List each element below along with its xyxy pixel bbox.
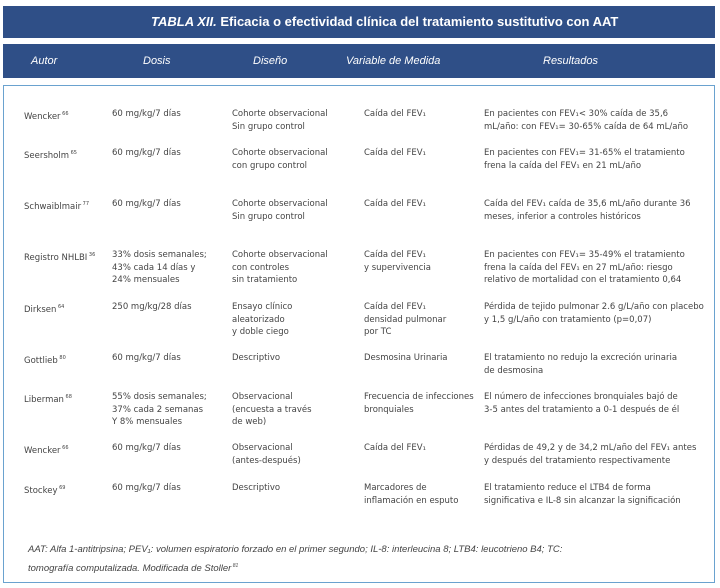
cell-variable-line: por TC	[364, 327, 392, 338]
cell-dosis-line: Y 8% mensuales	[112, 417, 183, 428]
cell-resultados-line: de desmosina	[484, 365, 544, 376]
cell-resultados	[484, 147, 685, 172]
cell-autor	[24, 482, 65, 497]
author-name: Registro NHLBI	[24, 252, 88, 263]
cell-diseno-line: (antes-después)	[232, 455, 301, 466]
cell-diseno-line: Cohorte observacional	[232, 250, 328, 260]
cell-dosis-line: 60 mg/kg/7 días	[112, 199, 181, 209]
cell-diseno	[232, 198, 328, 223]
cell-variable	[364, 442, 426, 455]
author-name: Dirksen	[24, 304, 57, 315]
cell-dosis-line: 60 mg/kg/7 días	[112, 353, 181, 363]
cell-diseno-line: Cohorte observacional	[232, 148, 328, 158]
cell-variable	[364, 391, 474, 416]
cell-dosis-line: 60 mg/kg/7 días	[112, 483, 181, 493]
cell-resultados-line: relativo de mortalidad con el tratamiento 0,64	[484, 275, 682, 286]
reference-number: 68	[63, 394, 72, 400]
cell-diseno-line: de web)	[232, 417, 267, 428]
cell-resultados-line: frena la caída del FEV₁ en 27 mL/año: riesgo	[484, 262, 673, 273]
cell-resultados-line: 3-5 antes del tratamiento a 0-1 después de él	[484, 404, 680, 415]
cell-resultados	[484, 301, 704, 326]
table-body	[3, 85, 715, 583]
cell-diseno	[232, 391, 312, 429]
header-autor: Autor	[31, 55, 58, 67]
cell-variable-line: Marcadores de	[364, 483, 427, 493]
cell-diseno-line: Descriptivo	[232, 483, 281, 493]
cell-diseno	[232, 147, 328, 172]
cell-diseno-line: Sin grupo control	[232, 211, 305, 222]
cell-variable-line: Caída del FEV₁	[364, 148, 426, 158]
reference-number: 66	[60, 445, 69, 451]
cell-resultados	[484, 482, 681, 507]
cell-dosis	[112, 108, 181, 121]
reference-number: 77	[81, 201, 90, 207]
cell-diseno-line: y doble ciego	[232, 327, 289, 338]
cell-diseno-line: Ensayo clínico	[232, 302, 293, 312]
cell-resultados-line: En pacientes con FEV₁< 30% caída de 35,6	[484, 109, 669, 119]
cell-variable-line: Caída del FEV₁	[364, 302, 426, 312]
cell-dosis	[112, 391, 207, 429]
cell-variable	[364, 249, 431, 274]
cell-diseno	[232, 442, 301, 467]
table-title	[3, 6, 715, 38]
cell-dosis	[112, 249, 207, 287]
cell-resultados	[484, 108, 688, 133]
cell-variable	[364, 198, 426, 211]
cell-dosis	[112, 482, 181, 495]
cell-variable	[364, 352, 448, 365]
cell-variable-line: Caída del FEV₁	[364, 250, 426, 260]
cell-dosis-line: 37% cada 2 semanas	[112, 404, 204, 415]
cell-diseno-line: Descriptivo	[232, 353, 281, 363]
cell-resultados-line: y después del tratamiento respectivamente	[484, 455, 671, 466]
cell-autor	[24, 147, 77, 162]
cell-resultados-line: Pérdida de tejido pulmonar 2.6 g/L/año con placebo	[484, 302, 704, 312]
cell-dosis	[112, 198, 181, 211]
cell-dosis-line: 60 mg/kg/7 días	[112, 148, 181, 158]
cell-resultados-line: El tratamiento reduce el LTB4 de forma	[484, 483, 651, 493]
cell-resultados-line: Caída del FEV₁ caída de 35,6 mL/año durante 36	[484, 199, 691, 209]
author-name: Wencker	[24, 111, 61, 122]
footnote-text: AAT: Alfa 1-antitripsina; PEV₁: volumen espiratorio forzado en el primer segundo; IL-8: interleucina 8; LTB4: leucotrieno B4; TC: tomografía computalizada. Modificada de Stoller	[28, 544, 563, 575]
cell-dosis	[112, 442, 181, 455]
cell-variable	[364, 301, 446, 339]
cell-resultados-line: El tratamiento no redujo la excreción urinaria	[484, 353, 678, 363]
cell-variable-line: bronquiales	[364, 404, 414, 415]
cell-autor	[24, 108, 69, 123]
cell-autor	[24, 198, 89, 213]
cell-diseno	[232, 249, 328, 287]
cell-resultados-line: meses, inferior a controles históricos	[484, 211, 641, 222]
author-name: Schwaiblmair	[24, 201, 82, 212]
cell-resultados-line: frena la caída del FEV₁ en 21 mL/año	[484, 160, 642, 171]
cell-diseno-line: Cohorte observacional	[232, 109, 328, 119]
header-variable: Variable de Medida	[346, 55, 441, 67]
cell-resultados-line: significativa e IL-8 sin alcanzar la significación	[484, 495, 681, 506]
cell-autor	[24, 391, 72, 406]
author-name: Gottlieb	[24, 355, 58, 366]
cell-variable-line: Frecuencia de infecciones	[364, 392, 474, 402]
cell-variable	[364, 482, 458, 507]
cell-variable	[364, 147, 426, 160]
cell-dosis-line: 33% dosis semanales;	[112, 250, 207, 260]
cell-dosis-line: 60 mg/kg/7 días	[112, 109, 181, 119]
cell-variable-line: inflamación en esputo	[364, 495, 459, 506]
cell-dosis-line: 55% dosis semanales;	[112, 392, 207, 402]
cell-resultados-line: El número de infecciones bronquiales bajó de	[484, 392, 678, 402]
cell-variable-line: densidad pulmonar	[364, 314, 447, 325]
cell-resultados	[484, 391, 679, 416]
column-header-row	[3, 44, 715, 78]
cell-diseno	[232, 301, 292, 339]
cell-diseno	[232, 108, 328, 133]
cell-diseno-line: aleatorizado	[232, 314, 285, 325]
header-dosis: Dosis	[143, 55, 171, 67]
cell-dosis	[112, 352, 181, 365]
cell-dosis-line: 43% cada 14 días y	[112, 262, 196, 273]
cell-diseno-line: con controles	[232, 262, 290, 273]
cell-diseno-line: Sin grupo control	[232, 121, 305, 132]
author-name: Wencker	[24, 445, 61, 456]
footnote-reference: 81	[231, 563, 239, 569]
author-name: Liberman	[24, 394, 64, 405]
header-diseno: Diseño	[253, 55, 288, 67]
cell-diseno-line: Observacional	[232, 443, 293, 453]
cell-dosis-line: 24% mensuales	[112, 275, 180, 286]
cell-variable-line: Caída del FEV₁	[364, 443, 426, 453]
cell-variable-line: Desmosina Urinaria	[364, 353, 448, 363]
cell-variable-line: Caída del FEV₁	[364, 109, 426, 119]
reference-number: 64	[56, 304, 65, 310]
cell-resultados	[484, 352, 677, 377]
header-resultados: Resultados	[543, 55, 599, 67]
cell-autor	[24, 301, 64, 316]
reference-number: 80	[57, 355, 66, 361]
cell-diseno	[232, 482, 280, 495]
cell-resultados-line: Pérdidas de 49,2 y de 34,2 mL/año del FEV₁ antes	[484, 443, 697, 453]
cell-diseno-line: (encuesta a través	[232, 404, 312, 415]
author-name: Stockey	[24, 485, 58, 496]
reference-number: 36	[87, 252, 96, 258]
cell-resultados	[484, 198, 691, 223]
table-footnote	[28, 541, 698, 577]
cell-resultados-line: En pacientes con FEV₁= 35-49% el tratamiento	[484, 250, 685, 260]
cell-resultados	[484, 442, 696, 467]
cell-autor	[24, 352, 66, 367]
cell-variable-line: Caída del FEV₁	[364, 199, 426, 209]
cell-dosis	[112, 301, 192, 314]
author-name: Seersholm	[24, 150, 70, 161]
cell-diseno-line: con grupo control	[232, 160, 308, 171]
cell-resultados-line: En pacientes con FEV₁= 31-65% el tratamiento	[484, 148, 685, 158]
cell-diseno-line: Cohorte observacional	[232, 199, 328, 209]
cell-dosis	[112, 147, 181, 160]
cell-resultados-line: mL/año: con FEV₁= 30-65% caída de 64 mL/año	[484, 121, 689, 132]
reference-number: 65	[69, 150, 77, 156]
reference-number: 66	[60, 111, 69, 117]
cell-resultados	[484, 249, 685, 287]
cell-dosis-line: 250 mg/kg/28 días	[112, 302, 192, 312]
cell-autor	[24, 249, 95, 264]
cell-diseno-line: sin tratamiento	[232, 275, 298, 286]
cell-resultados-line: y 1,5 g/L/año con tratamiento (p=0,07)	[484, 314, 652, 325]
cell-diseno	[232, 352, 280, 365]
cell-variable	[364, 108, 426, 121]
cell-variable-line: y supervivencia	[364, 262, 431, 273]
reference-number: 69	[57, 485, 66, 491]
table-number: TABLA XII.	[151, 14, 217, 29]
table-caption: Eficacia o efectividad clínica del tratamiento sustitutivo con AAT	[216, 14, 619, 29]
cell-diseno-line: Observacional	[232, 392, 293, 402]
cell-dosis-line: 60 mg/kg/7 días	[112, 443, 181, 453]
cell-autor	[24, 442, 69, 457]
